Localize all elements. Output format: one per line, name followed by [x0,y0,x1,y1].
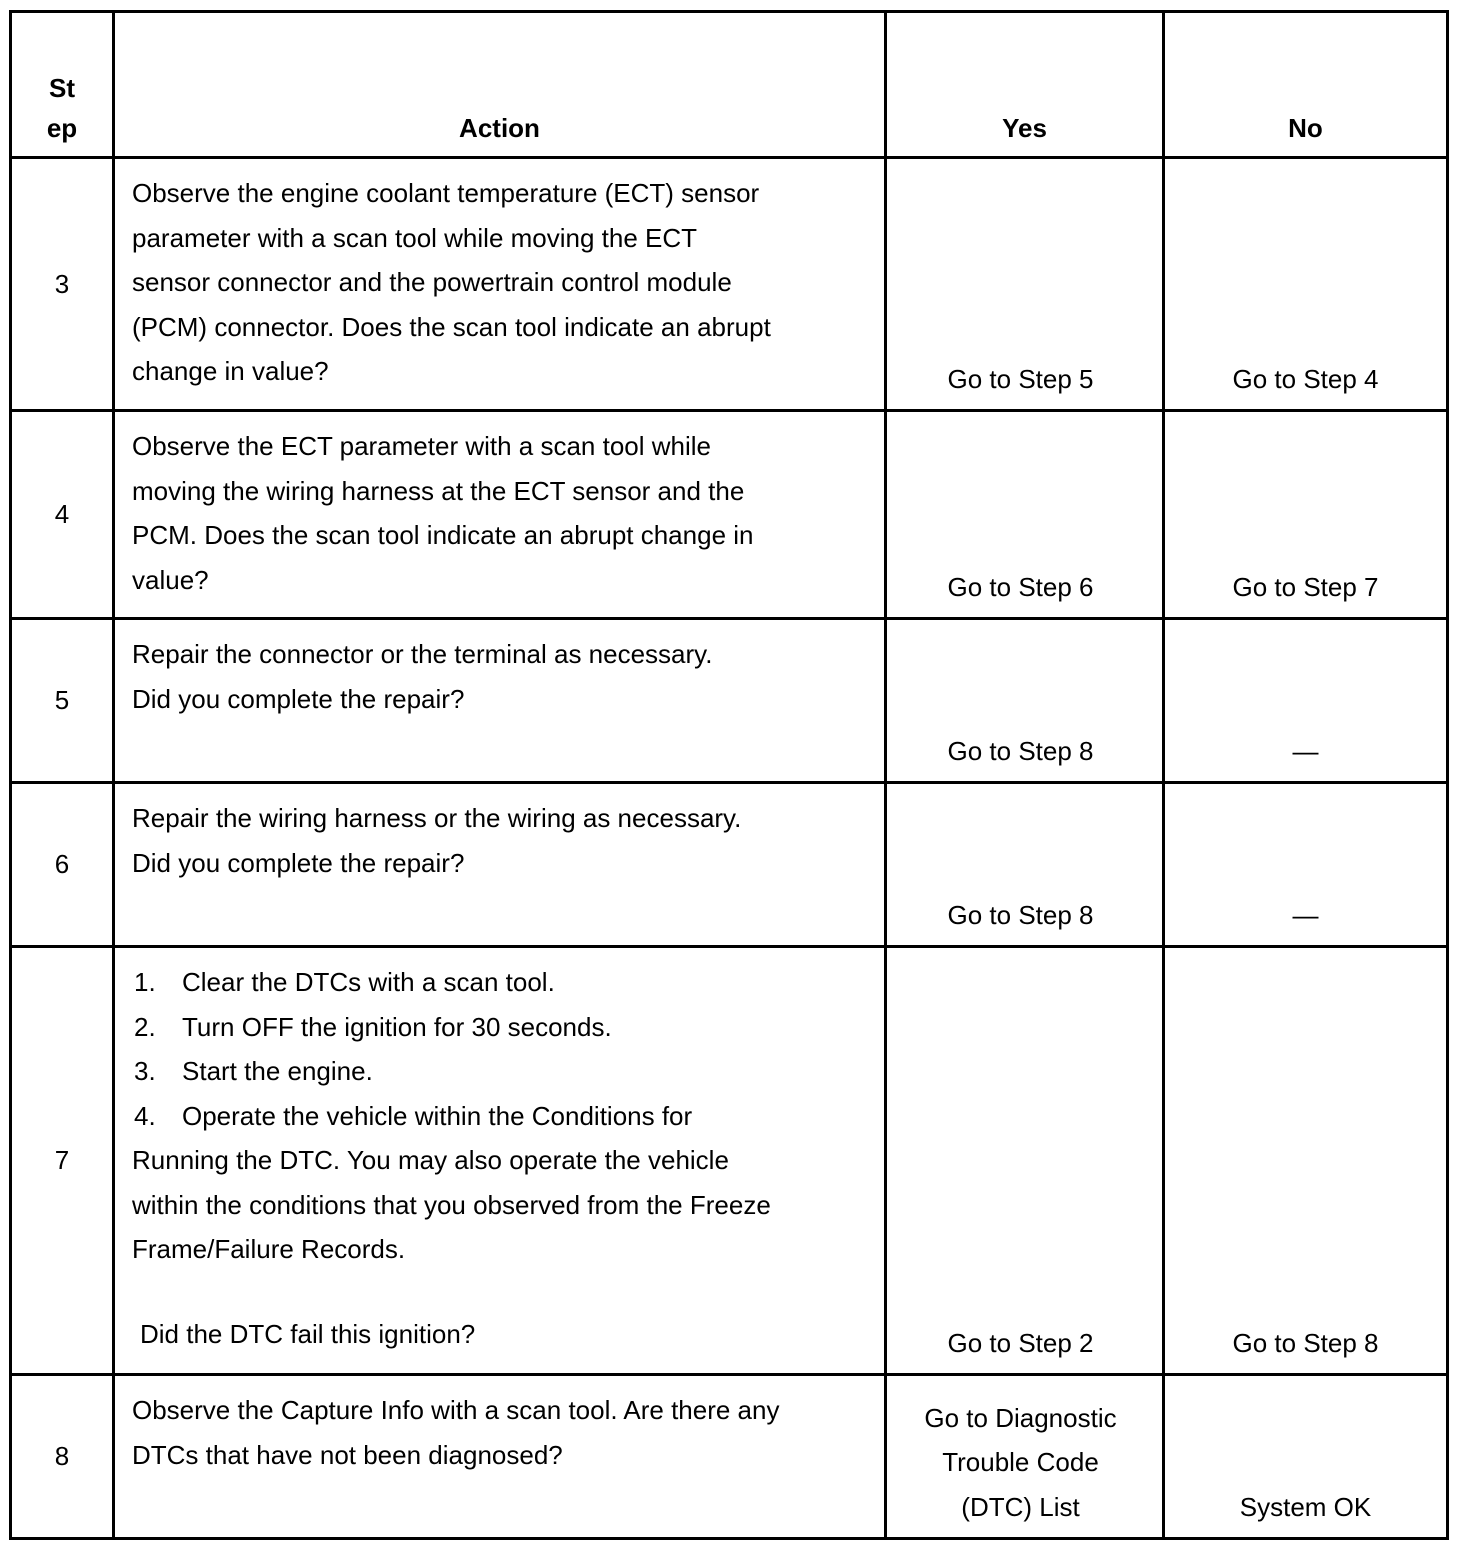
yes-result: Go to Step 8 [886,619,1164,783]
table-row [11,411,1448,619]
no-result: Go to Step 4 [1164,158,1448,411]
step-number: 8 [11,1375,114,1539]
step-number: 7 [11,947,114,1375]
action-text: 1. Clear the DTCs with a scan tool. 2. Turn OFF the ignition for 30 seconds. 3. Start the engine. 4. Operate the vehicle within the Conditions for Running the DTC. You may also operate the vehicle within the conditions that you observed from the Freeze Frame/Failure Records. Did the DTC fail this ignition? [114,947,886,1375]
yes-result: Go to Step 2 [886,947,1164,1375]
action-text: Observe the ECT parameter with a scan tool while moving the wiring harness at the ECT sensor and the PCM. Does the scan tool indicate an abrupt change in value? [114,411,886,619]
table-row [11,947,1448,1375]
list-item: 2. Turn OFF the ignition for 30 seconds. [134,1011,612,1042]
action-text: Repair the wiring harness or the wiring as necessary. Did you complete the repair? [114,783,886,947]
question-text: Did the DTC fail this ignition? [140,1318,476,1349]
diagnostic-table [9,10,1449,1540]
table-row [11,783,1448,947]
table-row [11,1375,1448,1539]
action-text: Repair the connector or the terminal as necessary. Did you complete the repair? [114,619,886,783]
no-result: Go to Step 7 [1164,411,1448,619]
no-result: — [1164,783,1448,947]
step-number: 5 [11,619,114,783]
header-step: St ep [11,12,114,158]
yes-result: Go to Step 6 [886,411,1164,619]
action-text: Observe the Capture Info with a scan tool. Are there any DTCs that have not been diagnosed? [114,1375,886,1539]
list-item: 3. Start the engine. [134,1056,373,1086]
step-number: 6 [11,783,114,947]
header-no: No [1164,12,1448,158]
step-number: 3 [11,158,114,411]
list-item: 1. Clear the DTCs with a scan tool. [134,967,555,997]
yes-result: Go to Step 8 [886,783,1164,947]
table-row [11,158,1448,411]
table-row [11,619,1448,783]
action-text: Observe the engine coolant temperature (ECT) sensor parameter with a scan tool while moving the ECT sensor connector and the powertrain control module (PCM) connector. Does the scan tool indicate an abrupt change in value? [114,158,886,411]
no-result: — [1164,619,1448,783]
procedure-list [132,960,866,1138]
step-number: 4 [11,411,114,619]
yes-result: Go to Step 5 [886,158,1164,411]
header-action: Action [114,12,886,158]
no-result: System OK [1164,1375,1448,1539]
no-result: Go to Step 8 [1164,947,1448,1375]
yes-result: Go to Diagnostic Trouble Code (DTC) List [886,1375,1164,1539]
header-row [11,12,1448,158]
list-item: 4. Operate the vehicle within the Conditions for [134,1100,693,1131]
header-yes: Yes [886,12,1164,158]
